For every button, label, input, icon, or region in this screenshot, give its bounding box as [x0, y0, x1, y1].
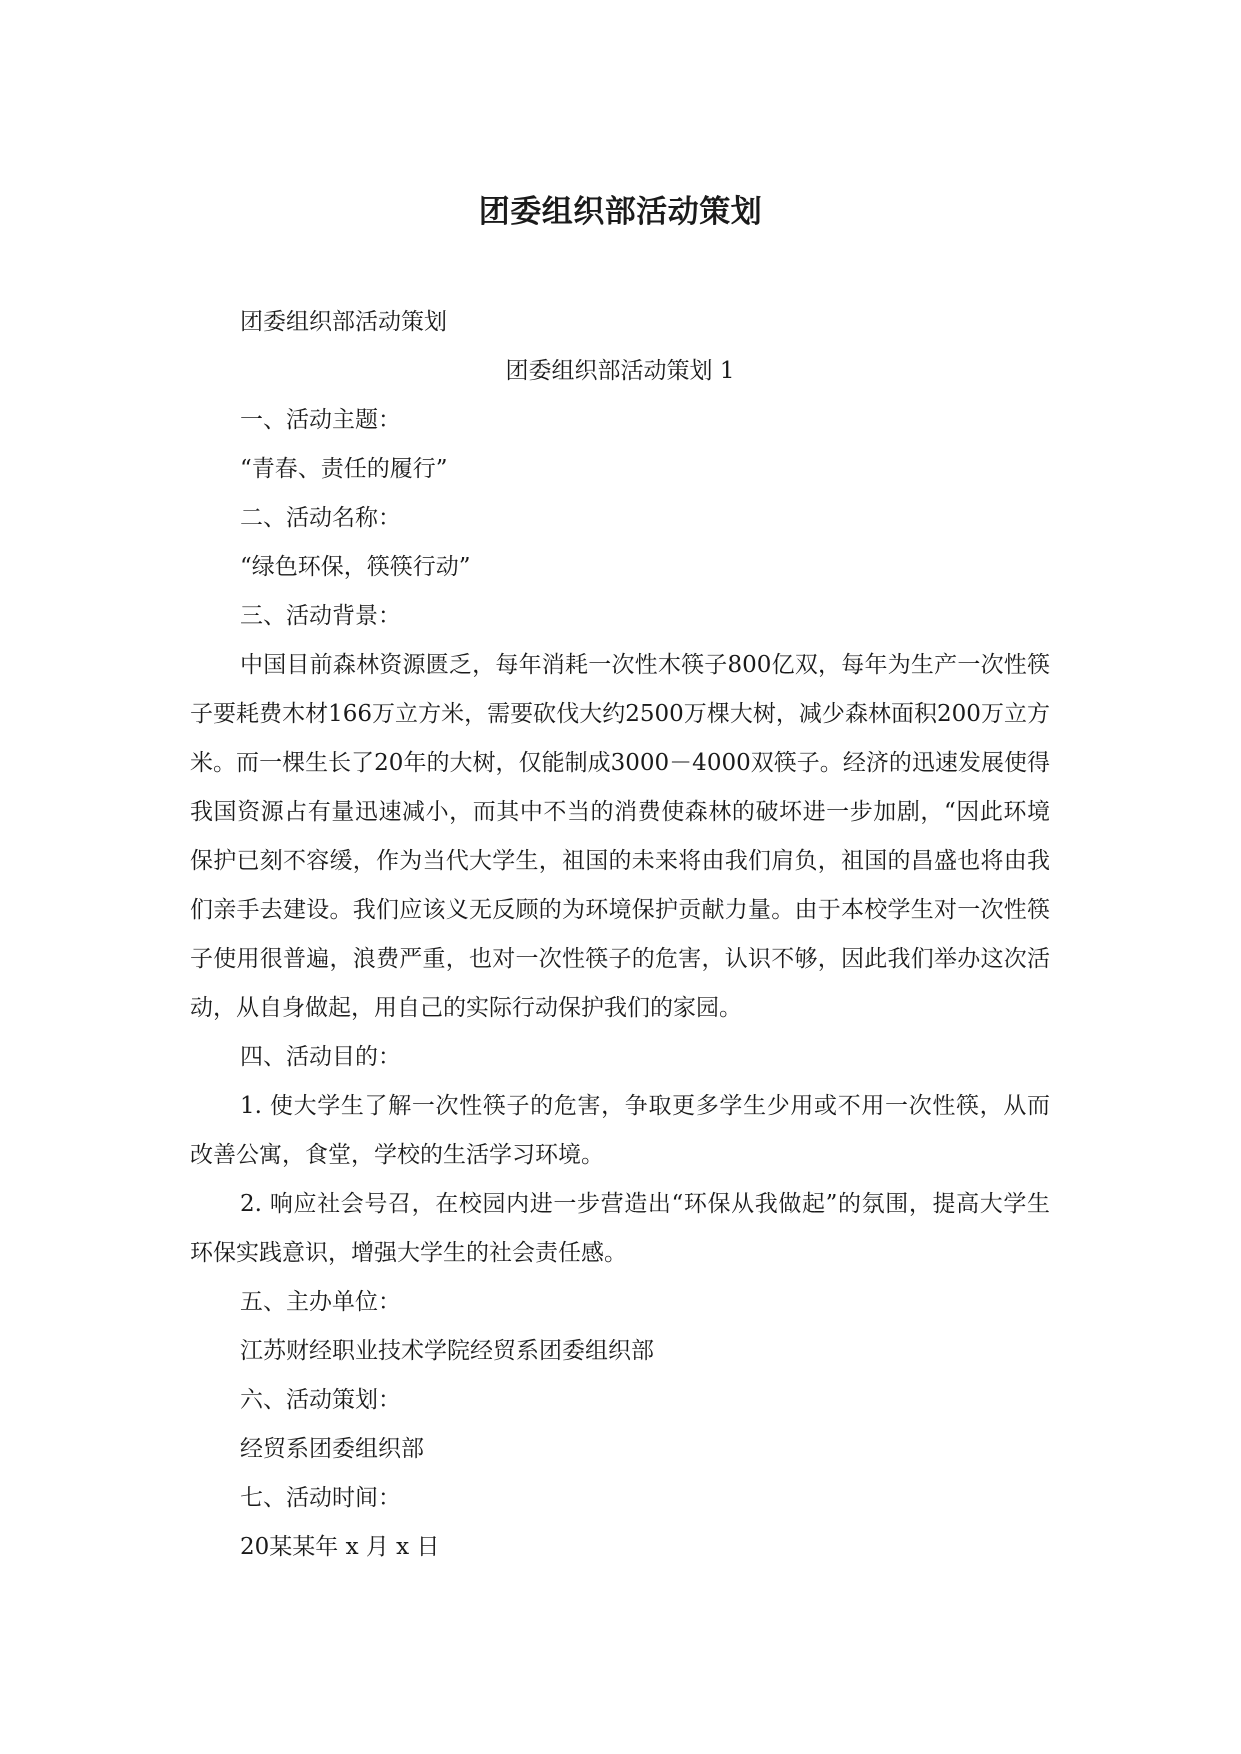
- paragraph-name: “绿色环保，筷筷行动”: [240, 554, 471, 580]
- paragraph-organizer: 江苏财经职业技术学院经贸系团委组织部: [240, 1338, 654, 1364]
- section-title: 团委组织部活动策划 1: [505, 358, 735, 384]
- paragraph-purpose-1: 1. 使大学生了解一次性筷子的危害，争取更多学生少用或不用一次性筷，从而改善公寓，食堂，学校的生活学习环境。: [190, 1093, 1050, 1168]
- heading-purpose: 四、活动目的：: [240, 1044, 401, 1070]
- heading-planning: 六、活动策划：: [240, 1387, 401, 1413]
- paragraph-theme: “青春、责任的履行”: [240, 456, 448, 482]
- paragraph-time: 20某某年 x 月 x 日: [240, 1534, 440, 1560]
- heading-theme: 一、活动主题：: [240, 407, 401, 433]
- paragraph-planning: 经贸系团委组织部: [240, 1436, 424, 1462]
- document-body: [190, 298, 1050, 1572]
- heading-name: 二、活动名称：: [240, 505, 401, 531]
- paragraph-purpose-2: 2. 响应社会号召，在校园内进一步营造出“环保从我做起”的氛围，提高大学生环保实践意识，增强大学生的社会责任感。: [190, 1191, 1050, 1266]
- document-subtitle: 团委组织部活动策划: [240, 309, 447, 335]
- document-title: 团委组织部活动策划: [478, 194, 763, 230]
- paragraph-background: 中国目前森林资源匮乏，每年消耗一次性木筷子800亿双，每年为生产一次性筷子要耗费木材166万立方米，需要砍伐大约2500万棵大树，减少森林面积200万立方米。而一棵生长了20年的大树，仅能制成3000－4000双筷子。经济的迅速发展使得我国资源占有量迅速减小，而其中不当的消费使森林的破坏进一步加剧，“因此环境保护已刻不容缓，作为当代大学生，祖国的未来将由我们肩负，祖国的昌盛也将由我们亲手去建设。我们应该义无反顾的为环境保护贡献力量。由于本校学生对一次性筷子使用很普遍，浪费严重，也对一次性筷子的危害，认识不够，因此我们举办这次活动，从自身做起，用自己的实际行动保护我们的家园。: [190, 652, 1050, 1021]
- heading-time: 七、活动时间：: [240, 1485, 401, 1511]
- heading-organizer: 五、主办单位：: [240, 1289, 401, 1315]
- heading-background: 三、活动背景：: [240, 603, 401, 629]
